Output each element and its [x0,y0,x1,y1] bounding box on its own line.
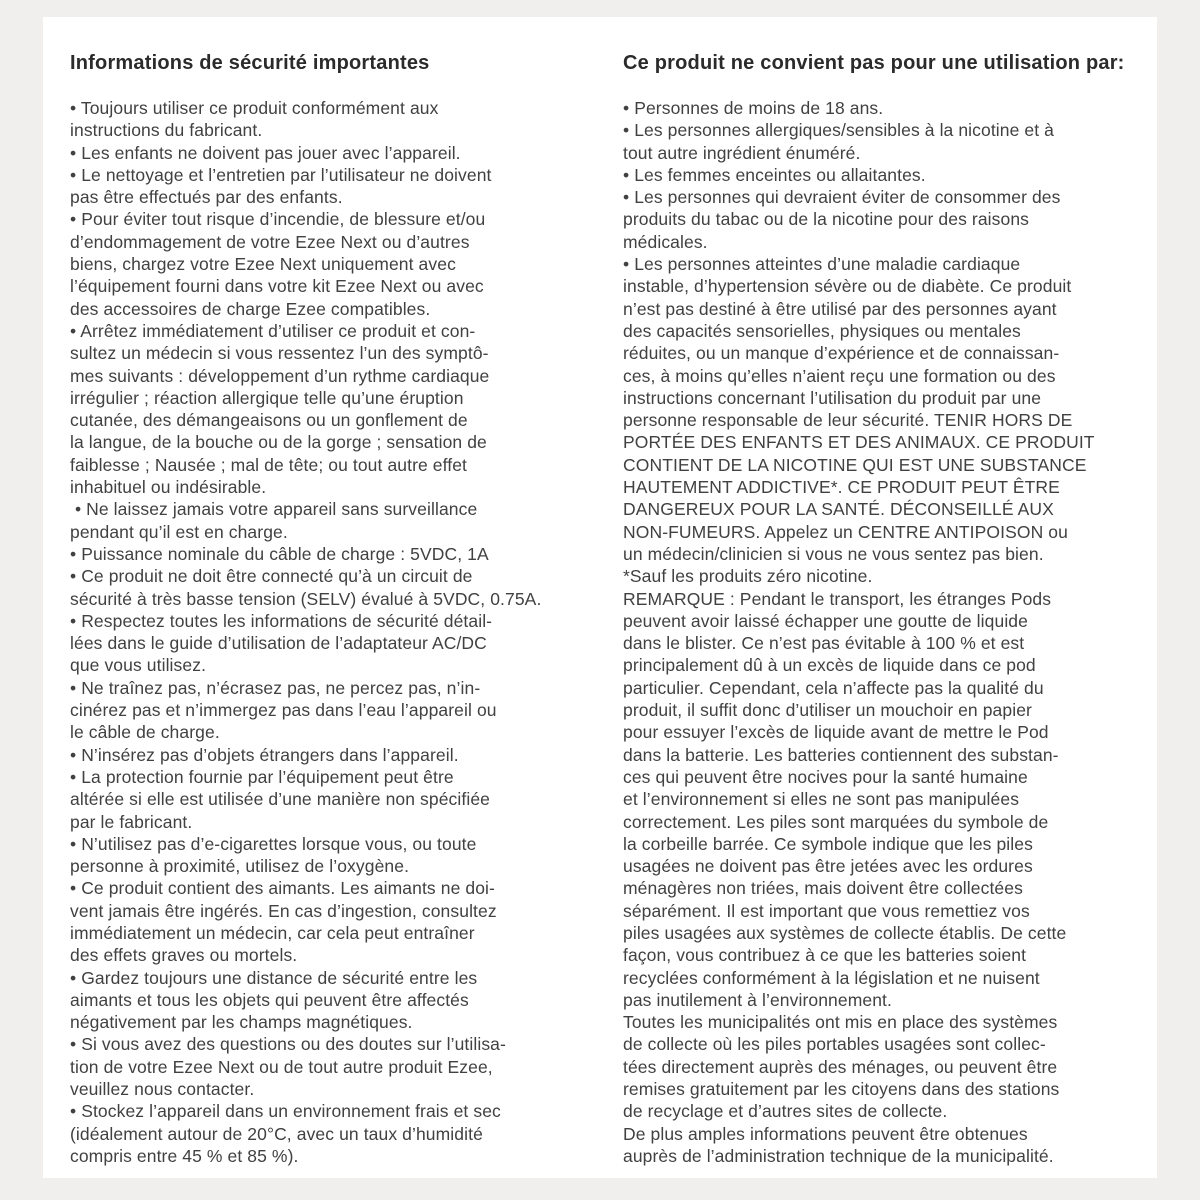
text-line: personne à proximité, utilisez de l’oxygène. [70,856,410,877]
text-line: piles usagées aux systèmes de collecte établis. De cette [623,922,1067,943]
text-line: veuillez nous contacter. [70,1079,255,1100]
text-line: aimants et tous les objets qui peuvent être affectés [70,989,469,1010]
text-line: compris entre 45 % et 85 %). [70,1145,299,1166]
text-line: la corbeille barrée. Ce symbole indique que les piles [623,833,1033,854]
text-line: • Ne laissez jamais votre appareil sans surveillance [70,499,478,520]
text-line: le câble de charge. [70,722,220,743]
text-line: • N’insérez pas d’objets étrangers dans l’appareil. [70,744,459,765]
text-line: l’équipement fourni dans votre kit Ezee Next ou avec [70,276,484,297]
text-line: inhabituel ou indésirable. [70,477,267,498]
text-line: • Les enfants ne doivent pas jouer avec l’appareil. [70,142,461,163]
text-line: REMARQUE : Pendant le transport, les étranges Pods [623,588,1052,609]
text-line: instable, d’hypertension sévère ou de diabète. Ce produit [623,276,1072,297]
text-line: négativement par les champs magnétiques. [70,1012,413,1033]
text-line: ces, à moins qu’elles n’aient reçu une formation ou des [623,365,1056,386]
safety-information-title: Informations de sécurité importantes [70,52,430,74]
text-line: pendant qu’il est en charge. [70,521,288,542]
text-line: médicales. [623,231,708,252]
text-line: • Gardez toujours une distance de sécurité entre les [70,967,478,988]
text-line: réduites, ou un manque d’expérience et de connaissan- [623,343,1060,364]
text-line: et l’environnement si elles ne sont pas manipulées [623,789,1020,810]
text-line: personne responsable de leur sécurité. TENIR HORS DE [623,410,1073,431]
text-line: ménagères non triées, mais doivent être collectées [623,878,1023,899]
text-line: produits du tabac ou de la nicotine pour des raisons [623,209,1030,230]
text-line: • La protection fournie par l’équipement peut être [70,766,454,787]
text-line: pas être effectués par des enfants. [70,187,343,208]
text-line: • Toujours utiliser ce produit conformément aux [70,98,439,118]
text-line: des capacités sensorielles, physiques ou mentales [623,320,1021,341]
text-line: NON-FUMEURS. Appelez un CENTRE ANTIPOISON ou [623,521,1068,542]
text-line: instructions concernant l’utilisation du produit par une [623,387,1042,408]
text-line: des accessoires de charge Ezee compatibles. [70,298,431,319]
text-line: produit, il suffit donc d’utiliser un mouchoir en papier [623,700,1032,721]
text-line: PORTÉE DES ENFANTS ET DES ANIMAUX. CE PRODUIT [623,432,1095,453]
text-line: *Sauf les produits zéro nicotine. [623,566,873,587]
text-line: • Respectez toutes les informations de sécurité détail- [70,610,493,631]
text-line: remises gratuitement par les citoyens dans des stations [623,1079,1060,1100]
text-line: • Les personnes qui devraient éviter de consommer des [623,187,1061,208]
text-line: dans le blister. Ce n’est pas évitable à 100 % et est [623,633,1025,654]
text-line: pas inutilement à l’environnement. [623,989,892,1010]
text-line: vent jamais être ingérés. En cas d’ingestion, consultez [70,900,497,921]
text-line: • Si vous avez des questions ou des doutes sur l’utilisa- [70,1034,506,1055]
text-line: que vous utilisez. [70,655,207,676]
column-safety-information [70,50,575,1167]
text-line: un médecin/clinicien si vous ne vous sentez pas bien. [623,543,1044,564]
text-line: • Ce produit ne doit être connecté qu’à un circuit de [70,566,473,587]
text-line: usagées ne doivent pas être jetées avec les ordures [623,856,1033,877]
text-line: cutanée, des démangeaisons ou un gonflement de [70,410,468,431]
text-line: biens, chargez votre Ezee Next uniquement avec [70,254,456,275]
text-line: correctement. Les piles sont marquées du symbole de [623,811,1049,832]
text-line: • Stockez l’appareil dans un environnement frais et sec [70,1101,501,1122]
safety-information-body [70,97,575,1167]
text-line: n’est pas destiné à être utilisé par des personnes ayant [623,298,1057,319]
text-line: particulier. Cependant, cela n’affecte pas la qualité du [623,677,1044,698]
text-line: cinérez pas et n’immergez pas dans l’eau l’appareil ou [70,700,497,721]
text-line: • Les personnes atteintes d’une maladie cardiaque [623,254,1021,275]
text-line: • Le nettoyage et l’entretien par l’utilisateur ne doivent [70,164,492,185]
text-line: ces qui peuvent être nocives pour la santé humaine [623,766,1028,787]
text-line: sultez un médecin si vous ressentez l’un des symptô- [70,343,489,364]
text-line: faiblesse ; Nausée ; mal de tête; ou tout autre effet [70,454,468,475]
text-line: (idéalement autour de 20°C, avec un taux d’humidité [70,1123,483,1144]
text-line: tées directement auprès des ménages, ou peuvent être [623,1056,1058,1077]
text-line: Toutes les municipalités ont mis en place des systèmes [623,1012,1058,1033]
text-line: irrégulier ; réaction allergique telle qu’une éruption [70,387,464,408]
column-usage-restrictions [623,50,1143,1167]
text-line: immédiatement un médecin, car cela peut entraîner [70,922,475,943]
text-line: auprès de l’administration technique de la municipalité. [623,1145,1054,1166]
text-line: de recyclage et d’autres sites de collecte. [623,1101,948,1122]
text-line: • Les femmes enceintes ou allaitantes. [623,164,926,185]
text-line: • N’utilisez pas d’e-cigarettes lorsque vous, ou toute [70,833,477,854]
text-line: par le fabricant. [70,811,193,832]
text-line: pour essuyer l’excès de liquide avant de mettre le Pod [623,722,1049,743]
text-line: • Personnes de moins de 18 ans. [623,98,884,118]
text-line: sécurité à très basse tension (SELV) évalué à 5VDC, 0.75A. [70,588,542,609]
text-line: lées dans le guide d’utilisation de l’adaptateur AC/DC [70,633,487,654]
text-line: mes suivants : développement d’un rythme cardiaque [70,365,490,386]
text-line: principalement dû à un excès de liquide dans ce pod [623,655,1036,676]
text-line: • Ce produit contient des aimants. Les aimants ne doi- [70,878,495,899]
text-line: de collecte où les piles portables usagées sont collec- [623,1034,1046,1055]
text-line: CONTIENT DE LA NICOTINE QUI EST UNE SUBSTANCE [623,454,1087,475]
text-line: séparément. Il est important que vous remettiez vos [623,900,1030,921]
text-line: d’endommagement de votre Ezee Next ou d’autres [70,231,470,252]
text-line: façon, vous contribuez à ce que les batteries soient [623,945,1027,966]
text-line: dans la batterie. Les batteries contiennent des substan- [623,744,1059,765]
text-line: • Les personnes allergiques/sensibles à la nicotine et à [623,120,1055,141]
text-line: recyclées conformément à la législation et ne nuisent [623,967,1040,988]
text-line: tion de votre Ezee Next ou de tout autre produit Ezee, [70,1056,493,1077]
text-line: DANGEREUX POUR LA SANTÉ. DÉCONSEILLÉ AUX [623,499,1054,520]
usage-restrictions-body [623,97,1143,1167]
text-line: • Ne traînez pas, n’écrasez pas, ne percez pas, n’in- [70,677,481,698]
usage-restrictions-title: Ce produit ne convient pas pour une utilisation par: [623,52,1125,74]
text-line: des effets graves ou mortels. [70,945,298,966]
text-line: • Pour éviter tout risque d’incendie, de blessure et/ou [70,209,486,230]
text-line: la langue, de la bouche ou de la gorge ; sensation de [70,432,487,453]
text-line: HAUTEMENT ADDICTIVE*. CE PRODUIT PEUT ÊTRE [623,477,1060,498]
text-line: peuvent avoir laissé échapper une goutte de liquide [623,610,1028,631]
text-line: tout autre ingrédient énuméré. [623,142,861,163]
text-line: altérée si elle est utilisée d’une manière non spécifiée [70,789,491,810]
text-line: • Arrêtez immédiatement d’utiliser ce produit et con- [70,320,476,341]
safety-leaflet-card [43,17,1157,1178]
text-line: • Puissance nominale du câble de charge : 5VDC, 1A [70,543,489,564]
text-line: De plus amples informations peuvent être obtenues [623,1123,1028,1144]
text-line: instructions du fabricant. [70,120,263,141]
